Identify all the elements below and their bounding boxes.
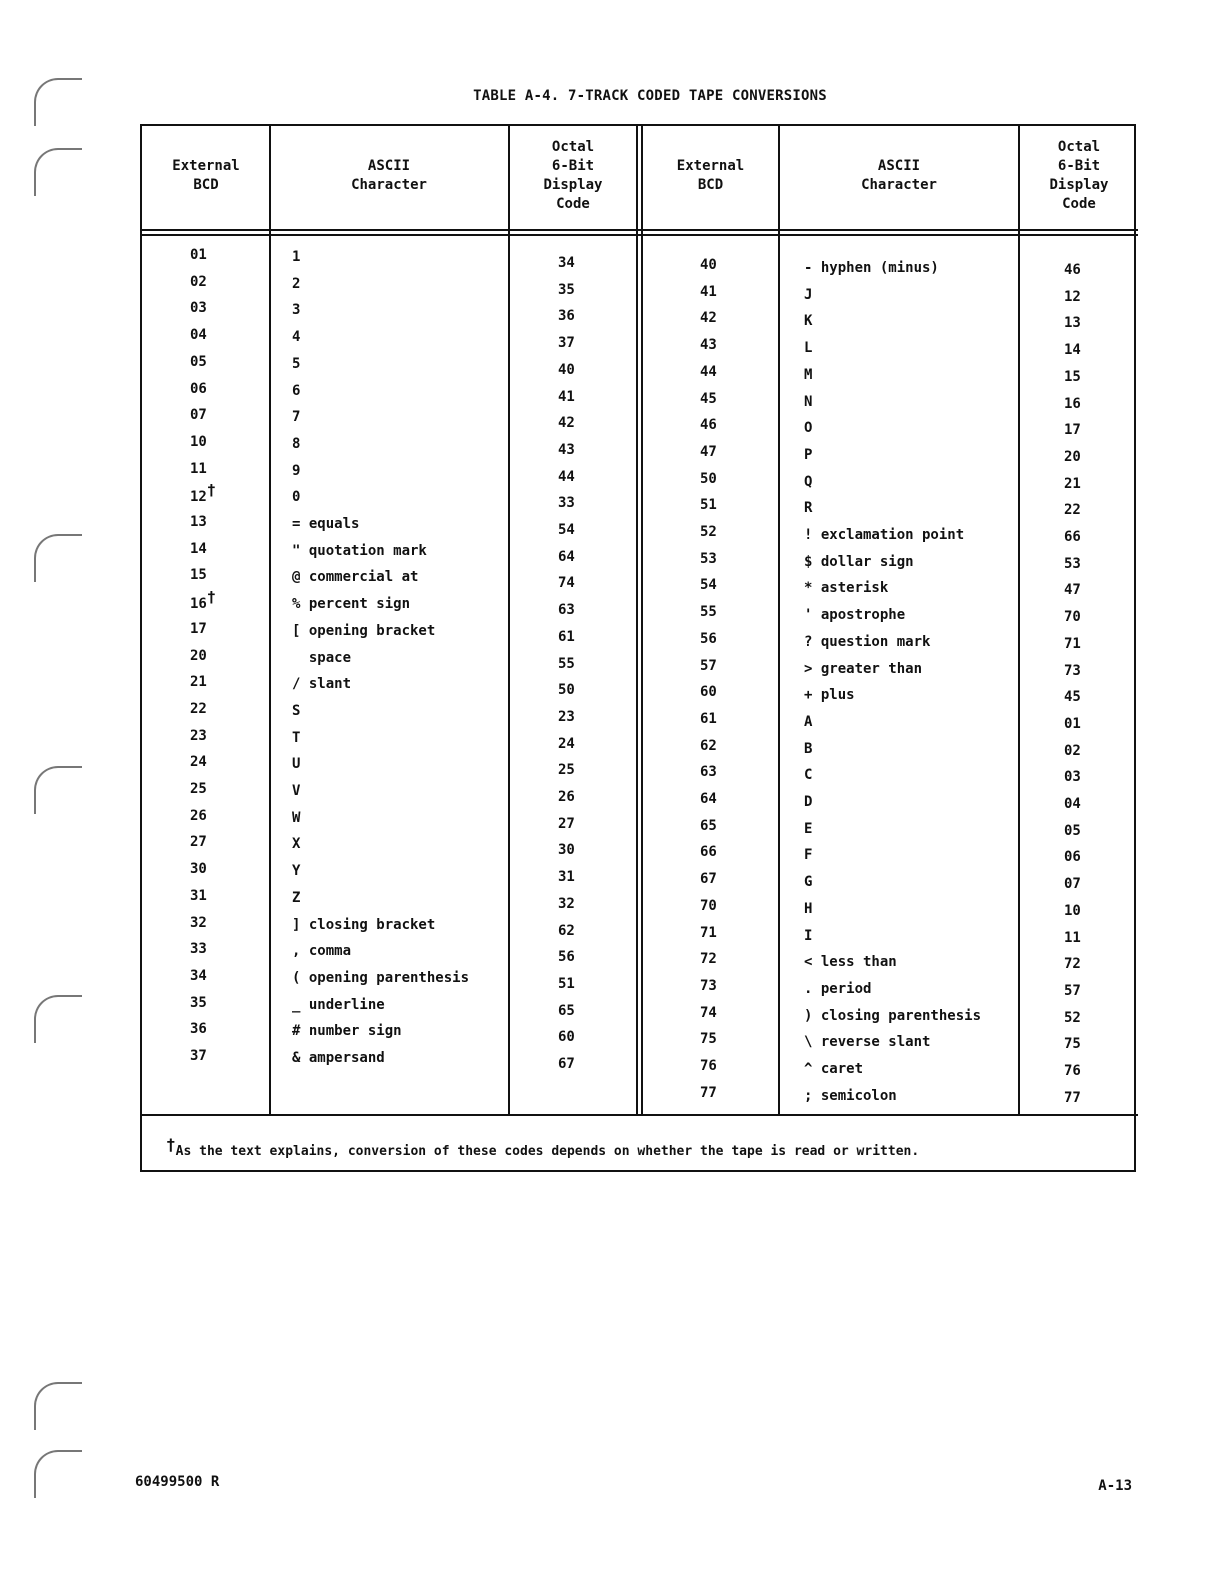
- ascii-character-cell: , comma: [292, 943, 352, 960]
- octal-code-cell: 70: [1064, 609, 1081, 626]
- octal-code-cell: 27: [558, 815, 575, 832]
- external-bcd-cell: 32: [190, 914, 207, 931]
- external-bcd-cell: 66: [700, 844, 717, 861]
- octal-code-cell: 53: [1064, 555, 1081, 572]
- column-divider: [508, 126, 510, 1114]
- punch-hole-mark: [34, 534, 82, 582]
- ascii-character-cell: $ dollar sign: [804, 553, 914, 570]
- ascii-character-cell: T: [292, 729, 301, 746]
- octal-code-cell: 64: [558, 548, 575, 565]
- octal-code-cell: 71: [1064, 635, 1081, 652]
- column-divider: [641, 126, 643, 1114]
- external-bcd-cell: 31: [190, 887, 207, 904]
- footnote-separator: [142, 1114, 1138, 1116]
- octal-code-cell: 46: [1064, 262, 1081, 278]
- ascii-character-cell: V: [292, 783, 301, 799]
- column-divider: [636, 126, 638, 1114]
- dagger-mark: †: [206, 481, 216, 500]
- punch-hole-mark: [34, 1382, 82, 1430]
- octal-code-cell: 15: [1064, 368, 1081, 385]
- octal-code-cell: 23: [558, 708, 575, 725]
- octal-code-cell: 11: [1064, 929, 1081, 946]
- ascii-character-cell: ^ caret: [804, 1061, 864, 1077]
- octal-code-cell: 24: [558, 735, 575, 752]
- ascii-character-cell: - hyphen (minus): [804, 260, 939, 276]
- external-bcd-cell: 41: [700, 283, 717, 300]
- octal-code-cell: 42: [558, 415, 575, 432]
- external-bcd-cell: 77: [700, 1084, 717, 1101]
- ascii-character-cell: [ opening bracket: [292, 622, 436, 639]
- octal-code-cell: 36: [558, 308, 575, 325]
- ascii-character-cell: B: [804, 740, 813, 757]
- ascii-character-cell: S: [292, 702, 301, 719]
- external-bcd-cell: 14: [190, 540, 207, 557]
- ascii-character-cell: 3: [292, 302, 301, 319]
- external-bcd-cell: 62: [700, 737, 717, 754]
- ascii-character-cell: # number sign: [292, 1023, 402, 1040]
- octal-code-cell: 21: [1064, 475, 1081, 492]
- header-external-bcd-left: External BCD: [172, 158, 240, 193]
- octal-code-cell: 72: [1064, 956, 1081, 973]
- ascii-character-cell: _ underline: [292, 996, 385, 1013]
- ascii-character-cell: 5: [292, 355, 301, 372]
- octal-code-cell: 73: [1064, 662, 1081, 679]
- external-bcd-cell: 22: [190, 700, 207, 717]
- external-bcd-cell: 60: [700, 684, 717, 701]
- ascii-character-cell: I: [804, 927, 813, 944]
- ascii-character-cell: D: [804, 794, 813, 810]
- punch-hole-mark: [34, 766, 82, 814]
- ascii-character-cell: ) closing parenthesis: [804, 1007, 982, 1024]
- page-number: A-13: [1098, 1478, 1132, 1494]
- ascii-character-cell: 8: [292, 435, 301, 452]
- octal-code-cell: 44: [558, 468, 575, 485]
- footnote-dagger: †: [166, 1135, 176, 1154]
- ascii-character-cell: . period: [804, 980, 872, 997]
- ascii-character-cell: M: [804, 366, 813, 383]
- external-bcd-cell: 61: [700, 710, 717, 727]
- ascii-character-cell: + plus: [804, 687, 855, 704]
- ascii-character-cell: & ampersand: [292, 1050, 385, 1066]
- external-bcd-cell: 56: [700, 630, 717, 647]
- ascii-character-cell: H: [804, 900, 813, 917]
- octal-code-cell: 17: [1064, 422, 1081, 439]
- external-bcd-cell: 73: [700, 977, 717, 994]
- ascii-character-cell: X: [292, 836, 301, 853]
- document-number: 60499500 R: [135, 1474, 220, 1490]
- octal-code-cell: 76: [1064, 1063, 1081, 1079]
- octal-code-cell: 05: [1064, 822, 1081, 839]
- octal-code-cell: 62: [558, 922, 575, 939]
- column-divider: [778, 126, 780, 1114]
- ascii-character-cell: 0: [292, 489, 301, 506]
- external-bcd-cell: 26: [190, 807, 207, 824]
- ascii-character-cell: U: [292, 756, 301, 773]
- octal-code-cell: 01: [1064, 715, 1081, 732]
- header-octal-right: Octal 6-Bit Display Code: [1049, 139, 1109, 212]
- ascii-character-cell: Z: [292, 889, 301, 906]
- external-bcd-cell: 67: [700, 871, 717, 888]
- ascii-character-cell: 9: [292, 462, 301, 479]
- ascii-character-cell: 6: [292, 382, 301, 399]
- octal-code-cell: 50: [558, 682, 575, 699]
- punch-hole-mark: [34, 995, 82, 1043]
- octal-code-cell: 55: [558, 655, 575, 672]
- external-bcd-cell: 45: [700, 390, 717, 407]
- external-bcd-cell: 35: [190, 994, 207, 1011]
- external-bcd-cell: 03: [190, 300, 207, 317]
- punch-hole-mark: [34, 148, 82, 196]
- ascii-character-cell: @ commercial at: [292, 569, 419, 586]
- external-bcd-cell: 37: [190, 1048, 207, 1064]
- header-octal-left: Octal 6-Bit Display Code: [543, 139, 603, 212]
- external-bcd-cell: 23: [190, 727, 207, 744]
- ascii-character-cell: 2: [292, 275, 301, 292]
- octal-code-cell: 45: [1064, 689, 1081, 706]
- column-divider: [269, 126, 271, 1114]
- octal-code-cell: 67: [558, 1056, 575, 1072]
- ascii-character-cell: C: [804, 767, 813, 784]
- ascii-character-cell: space: [292, 649, 352, 666]
- ascii-character-cell: 7: [292, 409, 301, 426]
- external-bcd-cell: 30: [190, 861, 207, 878]
- ascii-character-cell: A: [804, 713, 813, 730]
- external-bcd-cell: 17: [190, 620, 207, 637]
- external-bcd-cell: 51: [700, 497, 717, 514]
- external-bcd-cell: 71: [700, 924, 717, 941]
- ascii-character-cell: G: [804, 874, 813, 891]
- external-bcd-cell: 63: [700, 764, 717, 781]
- octal-code-cell: 65: [558, 1002, 575, 1019]
- octal-code-cell: 43: [558, 441, 575, 458]
- octal-code-cell: 57: [1064, 982, 1081, 999]
- octal-code-cell: 10: [1064, 902, 1081, 919]
- external-bcd-cell: 70: [700, 897, 717, 914]
- octal-code-cell: 14: [1064, 342, 1081, 359]
- octal-code-cell: 37: [558, 335, 575, 352]
- octal-code-cell: 25: [558, 762, 575, 779]
- external-bcd-cell: 11: [190, 460, 207, 477]
- octal-code-cell: 06: [1064, 849, 1081, 866]
- octal-code-cell: 47: [1064, 582, 1081, 599]
- ascii-character-cell: P: [804, 446, 813, 463]
- ascii-character-cell: N: [804, 393, 813, 410]
- octal-code-cell: 34: [558, 255, 575, 271]
- ascii-character-cell: ' apostrophe: [804, 607, 906, 624]
- external-bcd-cell: 54: [700, 577, 717, 594]
- header-ascii-left: ASCII Character: [351, 158, 427, 193]
- external-bcd-cell: 01: [190, 247, 207, 263]
- octal-code-cell: 51: [558, 975, 575, 992]
- external-bcd-cell: 42: [700, 310, 717, 327]
- ascii-character-cell: O: [804, 420, 813, 437]
- external-bcd-cell: 57: [700, 657, 717, 674]
- external-bcd-cell: 10: [190, 433, 207, 450]
- ascii-character-cell: E: [804, 820, 813, 837]
- header-separator: [142, 229, 1138, 231]
- ascii-character-cell: " quotation mark: [292, 542, 427, 559]
- external-bcd-cell: 43: [700, 337, 717, 354]
- octal-code-cell: 13: [1064, 315, 1081, 332]
- punch-hole-mark: [34, 78, 82, 126]
- octal-code-cell: 66: [1064, 529, 1081, 545]
- table-title: TABLE A-4. 7-TRACK CODED TAPE CONVERSIONS: [473, 88, 827, 104]
- ascii-character-cell: K: [804, 313, 813, 330]
- octal-code-cell: 20: [1064, 448, 1081, 465]
- ascii-character-cell: > greater than: [804, 660, 923, 677]
- external-bcd-cell: 02: [190, 273, 207, 290]
- octal-code-cell: 16: [1064, 395, 1081, 412]
- column-divider: [1018, 126, 1020, 1114]
- octal-code-cell: 40: [558, 361, 575, 378]
- ascii-character-cell: 4: [292, 329, 301, 346]
- header-external-bcd-right: External BCD: [676, 158, 745, 193]
- octal-code-cell: 74: [558, 575, 575, 592]
- external-bcd-cell: 27: [190, 834, 207, 851]
- ascii-character-cell: < less than: [804, 954, 897, 971]
- octal-code-cell: 63: [558, 602, 575, 619]
- external-bcd-cell: 44: [700, 363, 717, 380]
- external-bcd-cell: 53: [700, 550, 717, 567]
- octal-code-cell: 60: [558, 1029, 575, 1046]
- octal-code-cell: 30: [558, 842, 575, 859]
- ascii-character-cell: \ reverse slant: [804, 1034, 931, 1051]
- external-bcd-cell: 72: [700, 951, 717, 968]
- octal-code-cell: 03: [1064, 769, 1081, 786]
- ascii-character-cell: ! exclamation point: [804, 527, 965, 543]
- octal-code-cell: 35: [558, 281, 575, 298]
- punch-hole-mark: [34, 1450, 82, 1498]
- octal-code-cell: 77: [1064, 1089, 1081, 1106]
- ascii-character-cell: W: [292, 809, 301, 826]
- ascii-character-cell: % percent sign: [292, 596, 411, 613]
- ascii-character-cell: ; semicolon: [804, 1087, 897, 1104]
- external-bcd-cell: 04: [190, 327, 207, 344]
- octal-code-cell: 41: [558, 388, 575, 405]
- ascii-character-cell: 1: [292, 249, 301, 265]
- external-bcd-cell: 64: [700, 791, 717, 807]
- external-bcd-cell: 76: [700, 1058, 717, 1074]
- external-bcd-cell: 47: [700, 443, 717, 460]
- ascii-character-cell: J: [804, 286, 813, 303]
- external-bcd-cell: 52: [700, 524, 717, 540]
- external-bcd-cell: 40: [700, 257, 717, 273]
- external-bcd-cell: 21: [190, 674, 207, 691]
- header-ascii-right: ASCII Character: [861, 158, 937, 193]
- octal-code-cell: 31: [558, 869, 575, 886]
- dagger-mark: †: [206, 588, 216, 607]
- external-bcd-cell: 33: [190, 941, 207, 958]
- external-bcd-cell: 12†: [190, 481, 216, 506]
- ascii-character-cell: * asterisk: [804, 580, 889, 597]
- conversion-table: [140, 124, 1136, 1172]
- octal-code-cell: 32: [558, 895, 575, 912]
- external-bcd-cell: 34: [190, 967, 207, 984]
- ascii-character-cell: Y: [292, 863, 301, 880]
- external-bcd-cell: 50: [700, 470, 717, 487]
- external-bcd-cell: 20: [190, 647, 207, 664]
- octal-code-cell: 61: [558, 628, 575, 645]
- ascii-character-cell: F: [804, 847, 813, 864]
- ascii-character-cell: R: [804, 500, 813, 517]
- footnote: [166, 1135, 920, 1159]
- external-bcd-cell: 06: [190, 380, 207, 397]
- ascii-character-cell: L: [804, 340, 813, 357]
- ascii-character-cell: ] closing bracket: [292, 916, 436, 933]
- ascii-character-cell: ( opening parenthesis: [292, 969, 470, 986]
- external-bcd-cell: 65: [700, 817, 717, 834]
- external-bcd-cell: 24: [190, 754, 207, 771]
- external-bcd-cell: 25: [190, 781, 207, 797]
- external-bcd-cell: 05: [190, 353, 207, 370]
- external-bcd-cell: 15: [190, 567, 207, 584]
- header-separator: [142, 234, 1138, 236]
- external-bcd-cell: 55: [700, 604, 717, 621]
- external-bcd-cell: 07: [190, 407, 207, 424]
- ascii-character-cell: Q: [804, 473, 813, 490]
- octal-code-cell: 52: [1064, 1009, 1081, 1026]
- external-bcd-cell: 75: [700, 1031, 717, 1048]
- octal-code-cell: 75: [1064, 1036, 1081, 1053]
- external-bcd-cell: 46: [700, 417, 717, 434]
- external-bcd-cell: 74: [700, 1004, 717, 1021]
- octal-code-cell: 22: [1064, 502, 1081, 519]
- octal-code-cell: 26: [558, 789, 575, 805]
- octal-code-cell: 12: [1064, 288, 1081, 305]
- octal-code-cell: 33: [558, 495, 575, 512]
- ascii-character-cell: ? question mark: [804, 633, 931, 650]
- external-bcd-cell: 16†: [190, 588, 216, 613]
- octal-code-cell: 54: [558, 522, 575, 538]
- external-bcd-cell: 13: [190, 514, 207, 530]
- ascii-character-cell: / slant: [292, 676, 352, 693]
- octal-code-cell: 02: [1064, 742, 1081, 759]
- ascii-character-cell: = equals: [292, 516, 360, 532]
- external-bcd-cell: 36: [190, 1021, 207, 1038]
- octal-code-cell: 04: [1064, 796, 1081, 812]
- octal-code-cell: 07: [1064, 876, 1081, 893]
- footnote-text: As the text explains, conversion of these codes depends on whether the tape is read or written.: [175, 1144, 920, 1159]
- octal-code-cell: 56: [558, 949, 575, 966]
